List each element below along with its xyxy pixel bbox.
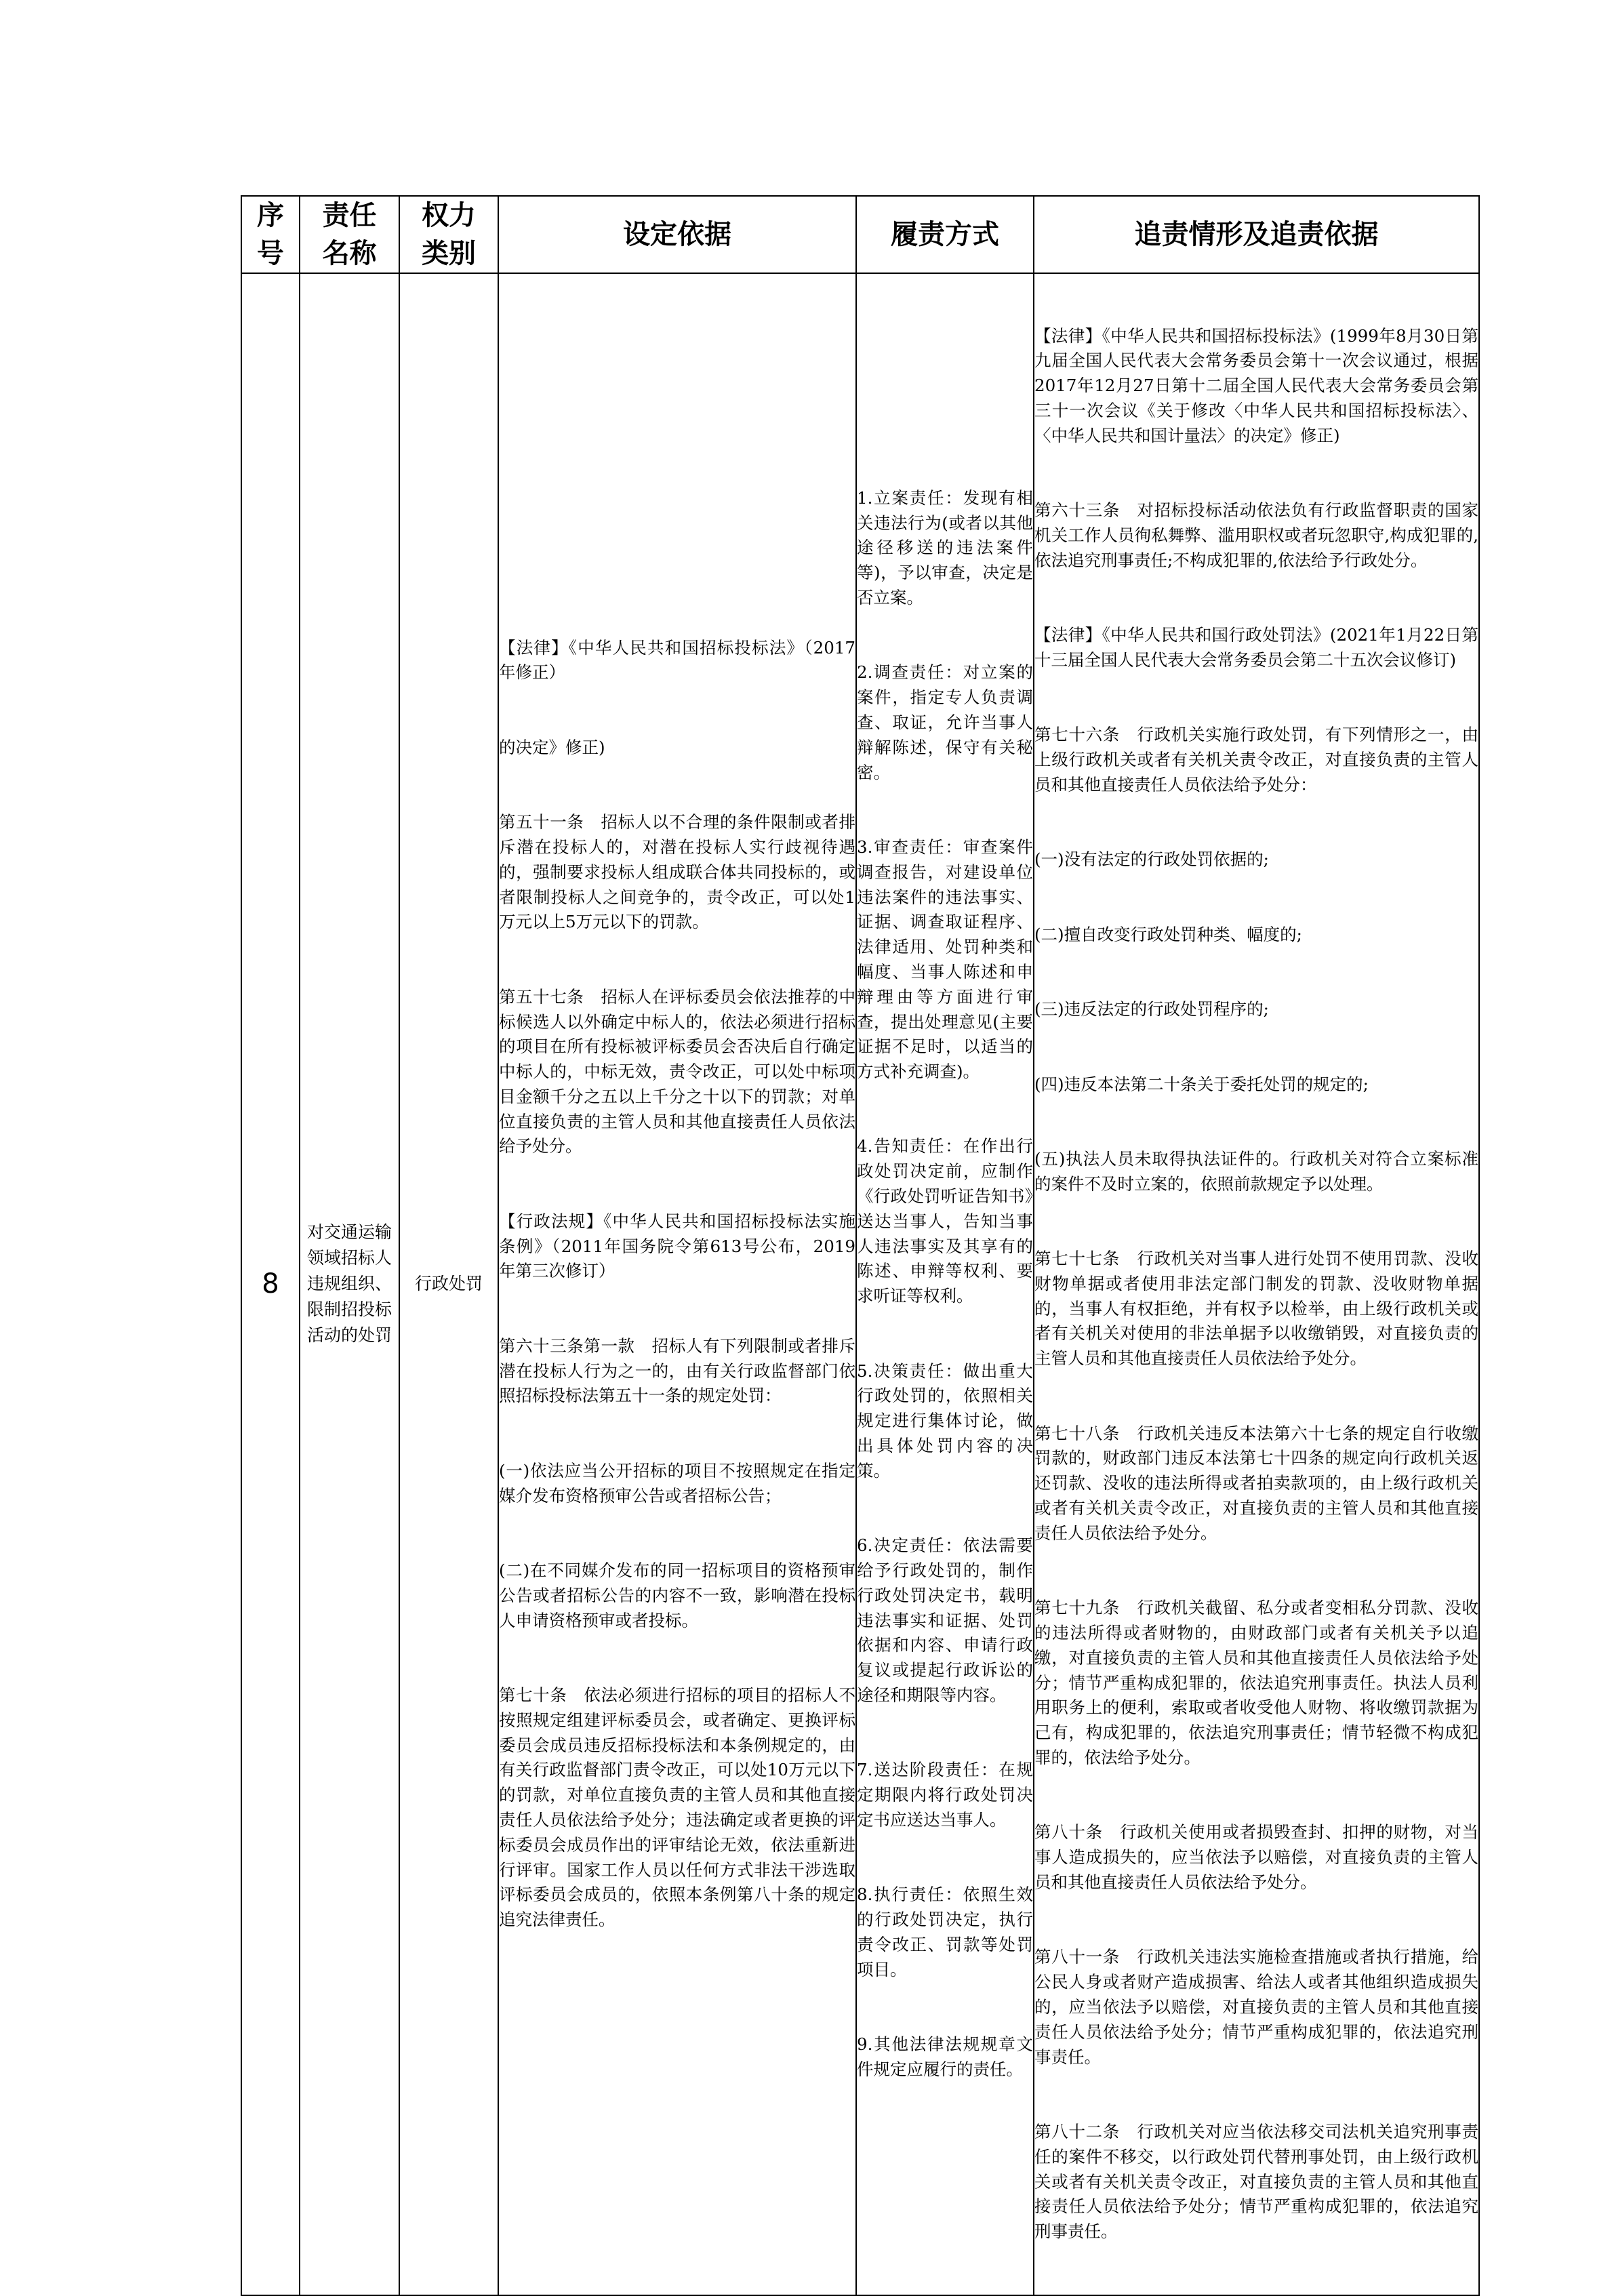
basis-paragraph: 第七十条 依法必须进行招标的项目的招标人不按照规定组建评标委员会，或者确定、更换评标委员会成员违反招标投标法和本条例规定的，由有关行政监督部门责令改正，可以处10万元以下的罚款，对单位直接负责的主管人员和其他直接责任人员依法给予处分；违法确定或者更换的评标委员会成员作出的评审结论无效，依法重新进行评审。国家工作人员以任何方式非法干涉选取评标委员会成员的，依照本条例第八十条的规定追究法律责任。 [499, 1685, 855, 1930]
method-item: 3.审查责任：审查案件调查报告，对建设单位违法案件的违法事实、证据、调查取证程序、法律适用、处罚种类和幅度、当事人陈述和申辩理由等方面进行审查，提出处理意见(主要证据不足时，以适当的方式补充调查)。 [857, 837, 1033, 1082]
accountability-paragraph: 第七十八条 行政机关违反本法第六十七条的规定自行收缴罚款的，财政部门违反本法第七十四条的规定向行政机关返还罚款、没收的违法所得或者拍卖款项的，由上级行政机关或者有关机关责令改正，对直接负责的主管人员和其他直接责任人员依法给予处分。 [1034, 1423, 1478, 1543]
accountability-paragraph: 【法律】《中华人民共和国招标投标法》(1999年8月30日第九届全国人民代表大会常务委员会第十一次会议通过，根据2017年12月27日第十二届全国人民代表大会常务委员会第三十一次会议《关于修改〈中华人民共和国招标投标法〉、〈中华人民共和国计量法〉的决定》修正) [1034, 325, 1478, 445]
accountability-paragraph: 第八十二条 行政机关对应当依法移交司法机关追究刑事责任的案件不移交，以行政处罚代替刑事处罚，由上级行政机关或者有关机关责令改正，对直接负责的主管人员和其他直接责任人员依法给予处分；情节严重构成犯罪的，依法追究刑事责任。 [1034, 2121, 1478, 2242]
accountability-paragraph: 【法律】《中华人民共和国行政处罚法》(2021年1月22日第十三届全国人民代表大会常务委员会第二十五次会议修订) [1034, 625, 1478, 670]
basis-paragraph: 【法律】《中华人民共和国招标投标法》（2017年修正） [499, 637, 855, 683]
accountability-paragraph: 第七十七条 行政机关对当事人进行处罚不使用罚款、没收财物单据或者使用非法定部门制发的罚款、没收财物单据的，当事人有权拒绝，并有权予以检举，由上级行政机关或者有关机关对使用的非法单据予以收缴销毁，对直接负责的主管人员和其他直接责任人员依法给予处分。 [1034, 1249, 1478, 1369]
method-item: 6.决定责任：依法需要给予行政处罚的，制作行政处罚决定书，载明违法事实和证据、处罚依据和内容、申请行政复议或提起行政诉讼的途径和期限等内容。 [857, 1535, 1033, 1706]
accountability-basis [1034, 273, 1479, 2295]
accountability-paragraph: 第七十六条 行政机关实施行政处罚，有下列情形之一，由上级行政机关或者有关机关责令改正，对直接负责的主管人员和其他直接责任人员依法给予处分： [1034, 725, 1478, 794]
method-item: 8.执行责任：依照生效的行政处罚决定，执行责令改正、罚款等处罚项目。 [857, 1885, 1033, 1979]
method-item: 7.送达阶段责任：在规定期限内将行政处罚决定书应送达当事人。 [857, 1760, 1033, 1830]
accountability-paragraph: (四)违反本法第二十条关于委托处罚的规定的; [1034, 1074, 1369, 1094]
basis-paragraph: 的决定》修正) [499, 737, 605, 757]
header-row [241, 196, 1479, 273]
basis-paragraph: 第五十一条 招标人以不合理的条件限制或者排斥潜在投标人的，对潜在投标人实行歧视待遇的，强制要求投标人组成联合体共同投标的，或者限制投标人之间竞争的，责令改正，可以处1万元以上5万元以下的罚款。 [499, 812, 855, 932]
accountability-paragraph: 第六十三条 对招标投标活动依法负有行政监督职责的国家机关工作人员徇私舞弊、滥用职权或者玩忽职守,构成犯罪的,依法追究刑事责任;不构成犯罪的,依法给予行政处分。 [1034, 500, 1478, 570]
table-row [241, 273, 1479, 2295]
basis-paragraph: (二)在不同媒介发布的同一招标项目的资格预审公告或者招标公告的内容不一致，影响潜在投标人申请资格预审或者投标。 [499, 1560, 855, 1630]
header-type: 权力类别 [399, 196, 498, 273]
method-item: 9.其他法律法规规章文件规定应履行的责任。 [857, 2034, 1033, 2079]
accountability-paragraph: 第八十一条 行政机关违法实施检查措施或者执行措施，给公民人身或者财产造成损害、给法人或者其他组织造成损失的，应当依法予以赔偿，对直接负责的主管人员和其他直接责任人员依法给予处分；情节严重构成犯罪的，依法追究刑事责任。 [1034, 1947, 1478, 2067]
basis-paragraph: 第五十七条 招标人在评标委员会依法推荐的中标候选人以外确定中标人的，依法必须进行招标的项目在所有投标被评标委员会否决后自行确定中标人的，中标无效，责令改正，可以处中标项目金额千分之五以上千分之十以下的罚款；对单位直接负责的主管人员和其他直接责任人员依法给予处分。 [499, 986, 855, 1156]
responsibility-name: 对交通运输领域招标人违规组织、限制招投标活动的处罚 [300, 273, 399, 2295]
power-type: 行政处罚 [399, 273, 498, 2295]
duty-method [856, 273, 1034, 2295]
responsibility-table [241, 195, 1480, 2296]
method-item: 1.立案责任：发现有相关违法行为(或者以其他途径移送的违法案件等)，予以审查，决定是否立案。 [857, 487, 1033, 607]
method-item: 2.调查责任：对立案的案件，指定专人负责调查、取证，允许当事人辩解陈述，保守有关秘密。 [857, 662, 1033, 782]
header-basis: 设定依据 [498, 196, 856, 273]
accountability-paragraph: 第八十条 行政机关使用或者损毁查封、扣押的财物，对当事人造成损失的，应当依法予以赔偿，对直接负责的主管人员和其他直接责任人员依法给予处分。 [1034, 1822, 1478, 1892]
accountability-paragraph: (五)执法人员未取得执法证件的。行政机关对符合立案标准的案件不及时立案的，依照前款规定予以处理。 [1034, 1148, 1478, 1194]
accountability-paragraph: (三)违反法定的行政处罚程序的; [1034, 999, 1269, 1020]
header-method: 履责方式 [856, 196, 1034, 273]
legal-basis [498, 273, 856, 2295]
method-item: 4.告知责任：在作出行政处罚决定前，应制作《行政处罚听证告知书》送达当事人，告知当事人违法事实及其享有的陈述、申辩等权利、要求听证等权利。 [857, 1136, 1033, 1306]
accountability-paragraph: 第七十九条 行政机关截留、私分或者变相私分罚款、没收的违法所得或者财物的，由财政部门或者有关机关予以追缴，对直接负责的主管人员和其他直接责任人员依法给予处分；情节严重构成犯罪的，依法追究刑事责任。执法人员利用职务上的便利，索取或者收受他人财物、将收缴罚款据为己有，构成犯罪的，依法追究刑事责任；情节轻微不构成犯罪的，依法给予处分。 [1034, 1598, 1478, 1768]
method-item: 5.决策责任：做出重大行政处罚的，依照相关规定进行集体讨论，做出具体处罚内容的决策。 [857, 1361, 1033, 1481]
basis-paragraph: 【行政法规】《中华人民共和国招标投标法实施条例》（2011年国务院令第613号公布，2019年第三次修订） [499, 1211, 855, 1281]
row-number: 8 [241, 273, 300, 2295]
accountability-paragraph: (一)没有法定的行政处罚依据的; [1034, 849, 1269, 870]
accountability-paragraph: (二)擅自改变行政处罚种类、幅度的; [1034, 924, 1302, 944]
basis-paragraph: 第六十三条第一款 招标人有下列限制或者排斥潜在投标人行为之一的，由有关行政监督部门依照招标投标法第五十一条的规定处罚： [499, 1335, 855, 1406]
header-name: 责任名称 [300, 196, 399, 273]
basis-paragraph: (一)依法应当公开招标的项目不按照规定在指定媒介发布资格预审公告或者招标公告； [499, 1460, 855, 1506]
header-accountability: 追责情形及追责依据 [1034, 196, 1479, 273]
header-no: 序号 [241, 196, 300, 273]
